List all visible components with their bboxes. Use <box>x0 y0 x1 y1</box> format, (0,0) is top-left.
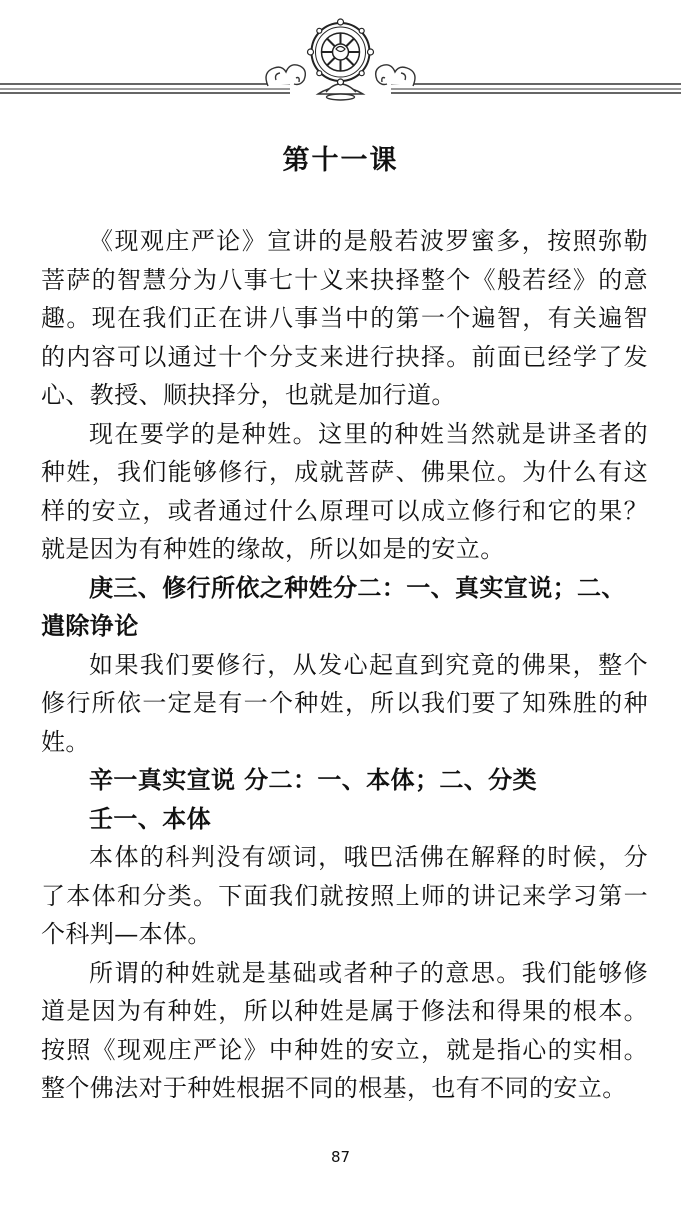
body-text <box>41 222 648 1108</box>
section-heading: 壬一、本体 <box>89 803 211 833</box>
paragraph: 现在要学的是种姓。这里的种姓当然就是讲圣者的种姓，我们能够修行，成就菩萨、佛果位。为什么有这样的安立，或者通过什么原理可以成立修行和它的果？就是因为有种姓的缘故，所以如是的安立。 <box>41 419 648 563</box>
dharma-wheel-icon <box>308 19 374 85</box>
paragraph: 《现观庄严论》宣讲的是般若波罗蜜多，按照弥勒菩萨的智慧分为八事七十义来抉择整个《般若经》的意趣。现在我们正在讲八事当中的第一个遍智，有关遍智的内容可以通过十个分支来进行抉择。前面已经学了发心、教授、顺抉择分，也就是加行道。 <box>41 227 648 409</box>
lotus-base-icon <box>318 84 363 100</box>
page-number: 87 <box>330 1148 351 1166</box>
cloud-scroll-right-icon <box>376 65 415 86</box>
page-title: 第十一课 <box>282 145 399 176</box>
section-heading: 庚三、修行所依之种姓分二：一、真实宣说；二、遣除诤论 <box>41 572 626 640</box>
paragraph: 如果我们要修行，从发心起直到究竟的佛果，整个修行所依一定是有一个种姓，所以我们要了知殊胜的种姓。 <box>41 650 648 756</box>
header-ornament <box>0 0 681 110</box>
paragraph: 本体的科判没有颂词，哦巴活佛在解释的时候，分了本体和分类。下面我们就按照上师的讲记来学习第一个科判—本体。 <box>41 843 648 948</box>
section-heading: 辛一真实宣说 分二：一、本体；二、分类 <box>89 765 537 794</box>
cloud-scroll-left-icon <box>266 65 305 86</box>
paragraph: 所谓的种姓就是基础或者种子的意思。我们能够修道是因为有种姓，所以种姓是属于修法和得果的根本。按照《现观庄严论》中种姓的安立，就是指心的实相。整个佛法对于种姓根据不同的根基，也有不同的安立。 <box>41 958 648 1102</box>
